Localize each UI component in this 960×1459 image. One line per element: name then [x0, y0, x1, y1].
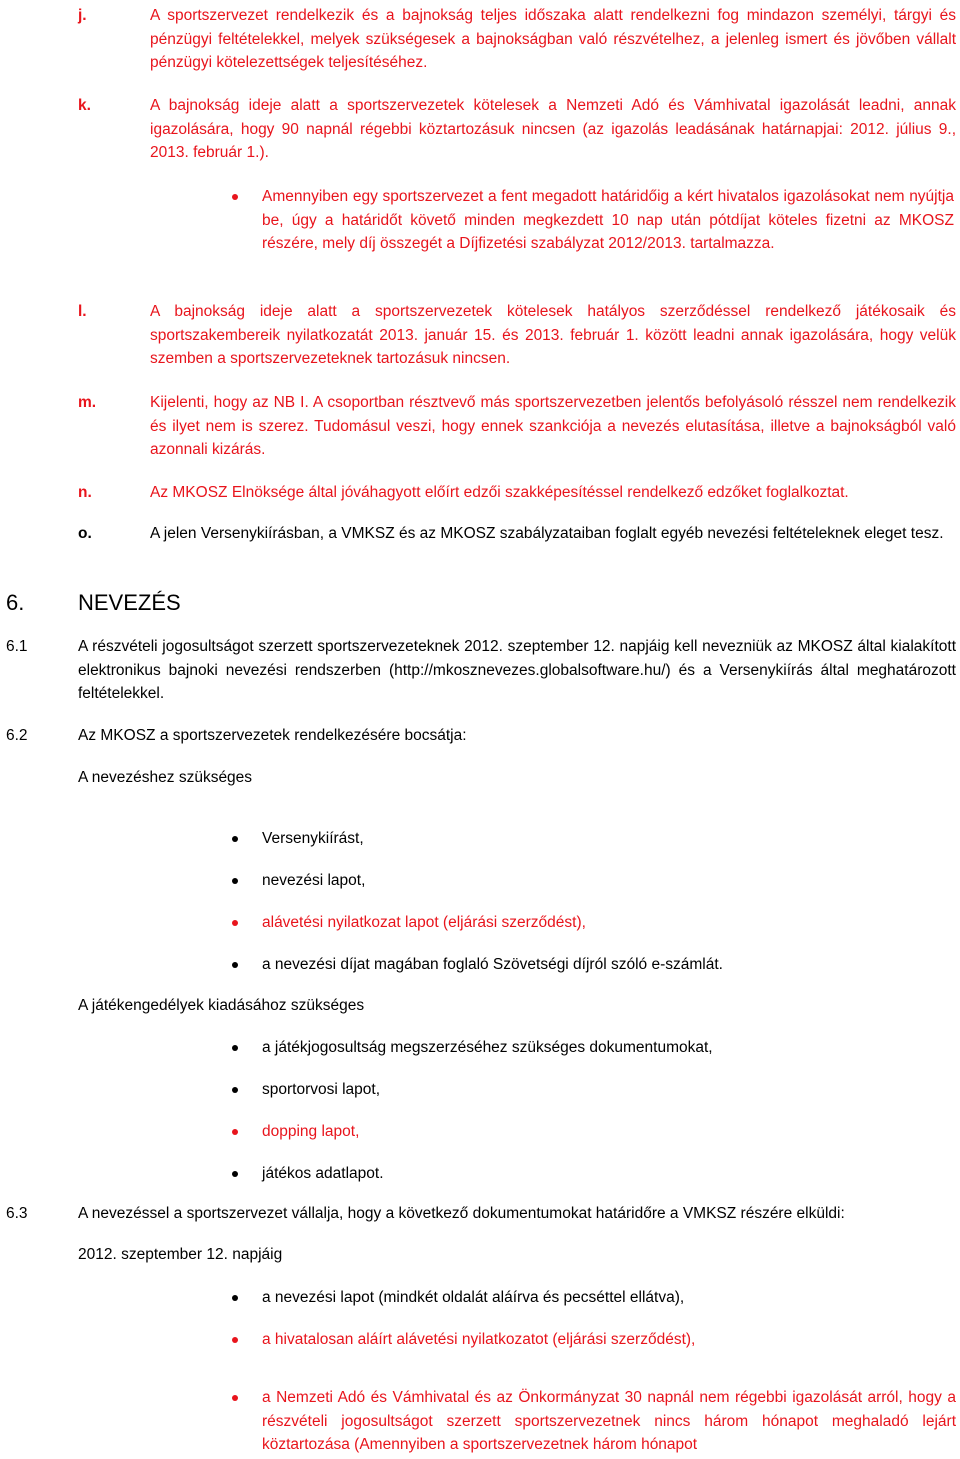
- section-title: NEVEZÉS: [78, 590, 181, 615]
- s61-text: A részvételi jogosultságot szerzett sportszervezeteknek 2012. szeptember 12. napjáig kell nevezniük az MKOSZ által kialakított elektronikus bajnoki nevezési rendszerben (http://mkosznevezes.globalsoftware.hu/) és a Versenykiírás által meghatározott feltételekkel.: [78, 638, 956, 702]
- section-number: 6.: [6, 590, 25, 615]
- s62-group2-item: játékos adatlapot.: [262, 1165, 384, 1182]
- item-l-label: l.: [78, 303, 87, 320]
- item-k-text: A bajnokság ideje alatt a sportszervezetek kötelesek a Nemzeti Adó és Vámhivatal igazolását leadni, annak igazolására, hogy 90 napnál régebbi köztartozásuk nincsen (az igazolás leadásának határnapjai: 2012. július 9., 2013. február 1.).: [150, 97, 956, 161]
- bullet-icon: [232, 1045, 238, 1051]
- s63-list-item: a Nemzeti Adó és Vámhivatal és az Önkormányzat 30 napnál nem régebbi igazolását arról, hogy a részvételi jogosultságot szerzett sportszervezetnek nincs három hónapot meghaladó lejárt köztartozása (Amennyiben a sportszervezetnek három hónapot: [262, 1389, 956, 1453]
- s62-number: 6.2: [6, 727, 28, 744]
- bullet-icon: [232, 1129, 238, 1135]
- item-o-label: o.: [78, 525, 92, 542]
- item-n-text: Az MKOSZ Elnöksége által jóváhagyott előírt edzői szakképesítéssel rendelkező edzőket foglalkoztat.: [150, 484, 849, 501]
- bullet-icon: [232, 1087, 238, 1093]
- item-k-bullet-text: Amennyiben egy sportszervezet a fent megadott határidőig a kért hivatalos igazolásokat nem nyújtja be, úgy a határidőt követő minden megkezdett 10 nap után pótdíjat köteles fizetni az MKOSZ részére, mely díj összegét a Díjfizetési szabályzat 2012/2013. tartalmazza.: [262, 188, 954, 252]
- s62-group2-item: a játékjogosultság megszerzéséhez szükséges dokumentumokat,: [262, 1039, 713, 1056]
- s62-group2-item: dopping lapot,: [262, 1123, 360, 1140]
- s62-text: Az MKOSZ a sportszervezetek rendelkezésére bocsátja:: [78, 727, 467, 744]
- item-n-label: n.: [78, 484, 92, 501]
- bullet-icon: [232, 194, 238, 200]
- s63-number: 6.3: [6, 1205, 28, 1222]
- s62-group1-title: A nevezéshez szükséges: [78, 769, 253, 786]
- s63-list-item: a hivatalosan aláírt alávetési nyilatkozatot (eljárási szerződést),: [262, 1331, 696, 1348]
- item-m-text: Kijelenti, hogy az NB I. A csoportban résztvevő más sportszervezetben jelentős befolyásoló résszel nem rendelkezik és ilyet nem is szerez. Tudomásul veszi, hogy ennek szankciója a nevezés elutasítása, illetve a bajnokságból való azonnali kizárás.: [150, 394, 956, 458]
- s62-group1-item: Versenykiírást,: [262, 830, 364, 847]
- s61-number: 6.1: [6, 638, 28, 655]
- item-l-text: A bajnokság ideje alatt a sportszervezetek kötelesek hatályos szerződéssel rendelkező játékosaik és sportszakembereik nyilatkozatát 2013. január 15. és 2013. február 1. között leadni annak igazolására, hogy velük szemben a sportszervezeteknek tartozásuk nincsen.: [150, 303, 956, 367]
- bullet-icon: [232, 1395, 238, 1401]
- item-k-label: k.: [78, 97, 91, 114]
- s63-list-item: a nevezési lapot (mindkét oldalát aláírva és pecséttel ellátva),: [262, 1289, 685, 1306]
- bullet-icon: [232, 878, 238, 884]
- bullet-icon: [232, 920, 238, 926]
- s62-group1-item: alávetési nyilatkozat lapot (eljárási szerződést),: [262, 914, 586, 931]
- s63-text: A nevezéssel a sportszervezet vállalja, hogy a következő dokumentumokat határidőre a VMKSZ részére elküldi:: [78, 1205, 845, 1222]
- bullet-icon: [232, 836, 238, 842]
- item-o-text: A jelen Versenykiírásban, a VMKSZ és az MKOSZ szabályzataiban foglalt egyéb nevezési feltételeknek eleget tesz.: [150, 525, 944, 542]
- item-j-label: j.: [78, 7, 87, 24]
- s62-group2-title: A játékengedélyek kiadásához szükséges: [78, 997, 365, 1014]
- s63-deadline: 2012. szeptember 12. napjáig: [78, 1246, 283, 1263]
- bullet-icon: [232, 1171, 238, 1177]
- s62-group1-item: a nevezési díjat magában foglaló Szövetségi díjról szóló e-számlát.: [262, 956, 723, 973]
- bullet-icon: [232, 1337, 238, 1343]
- item-j-text: A sportszervezet rendelkezik és a bajnokság teljes időszaka alatt rendelkezni fog mindazon személyi, tárgyi és pénzügyi feltételekkel, melyek szükségesek a bajnokságban való részvételhez, a jelenleg ismert és jövőben vállalt pénzügyi kötelezettségek teljesítéséhez.: [150, 7, 956, 71]
- item-m-label: m.: [78, 394, 97, 411]
- s62-group1-item: nevezési lapot,: [262, 872, 366, 889]
- s62-group2-item: sportorvosi lapot,: [262, 1081, 381, 1098]
- bullet-icon: [232, 962, 238, 968]
- bullet-icon: [232, 1295, 238, 1301]
